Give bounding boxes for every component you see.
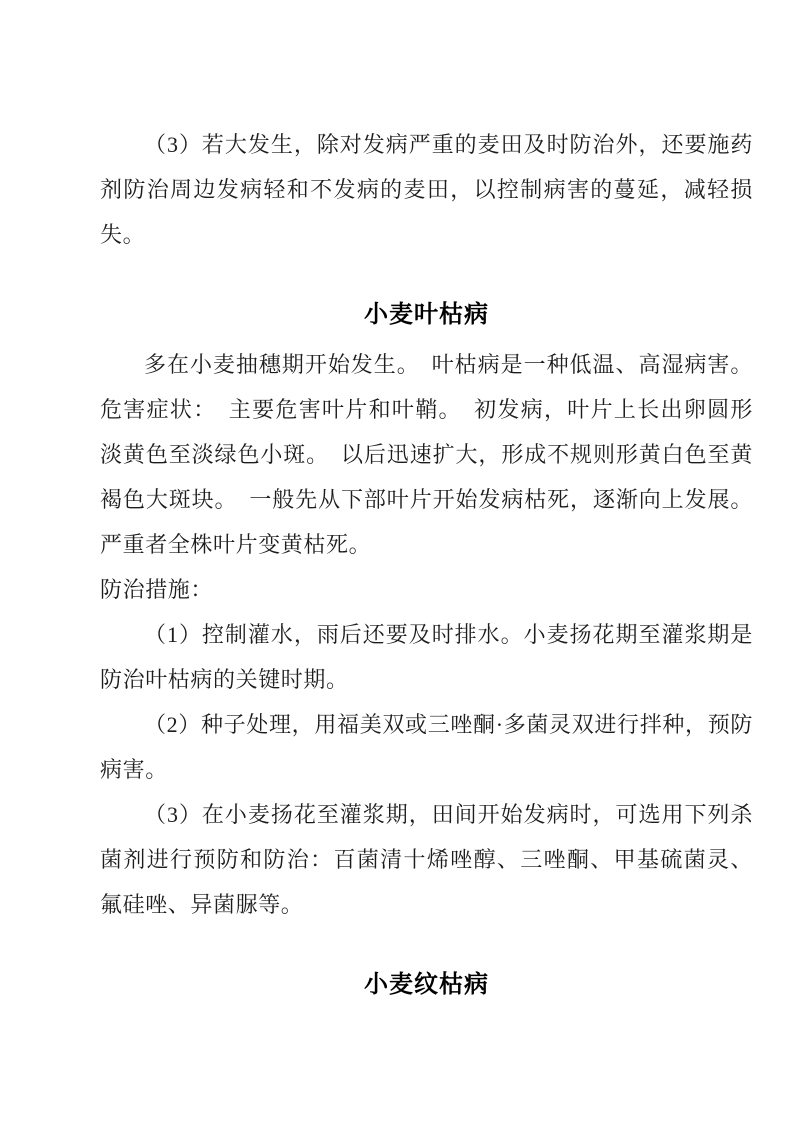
label-control-measures: 防治措施： — [100, 577, 214, 602]
document-content — [100, 122, 753, 1012]
paragraph-leaf-blight-symptoms: 多在小麦抽穗期开始发生。 叶枯病是一种低温、高湿病害。危害症状： 主要危害叶片和叶鞘。 初发病，叶片上长出卵圆形淡黄色至淡绿色小斑。 以后迅速扩大，形成不规则形黄白色至黄褐色大斑块。 一般先从下部叶片开始发病枯死，逐渐向上发展。严重者全株叶片变黄枯死。 — [100, 352, 753, 557]
heading-wheat-sharp-eyespot: 小麦纹枯病 — [364, 971, 489, 998]
paragraph-measure-1: （1）控制灌水，雨后还要及时排水。小麦扬花期至灌浆期是防治叶枯病的关键时期。 — [100, 622, 753, 692]
paragraph-prev-section-item-3: （3）若大发生，除对发病严重的麦田及时防治外，还要施药剂防治周边发病轻和不发病的麦田，以控制病害的蔓延，减轻损失。 — [100, 132, 753, 247]
heading-wheat-leaf-blight: 小麦叶枯病 — [364, 301, 489, 328]
paragraph-measure-2: （2）种子处理，用福美双或三唑酮·多菌灵双进行拌种，预防病害。 — [100, 712, 753, 782]
paragraph-measure-3: （3）在小麦扬花至灌浆期，田间开始发病时，可选用下列杀菌剂进行预防和防治：百菌清十烯唑醇、三唑酮、甲基硫菌灵、氟硅唑、异菌脲等。 — [100, 802, 753, 917]
